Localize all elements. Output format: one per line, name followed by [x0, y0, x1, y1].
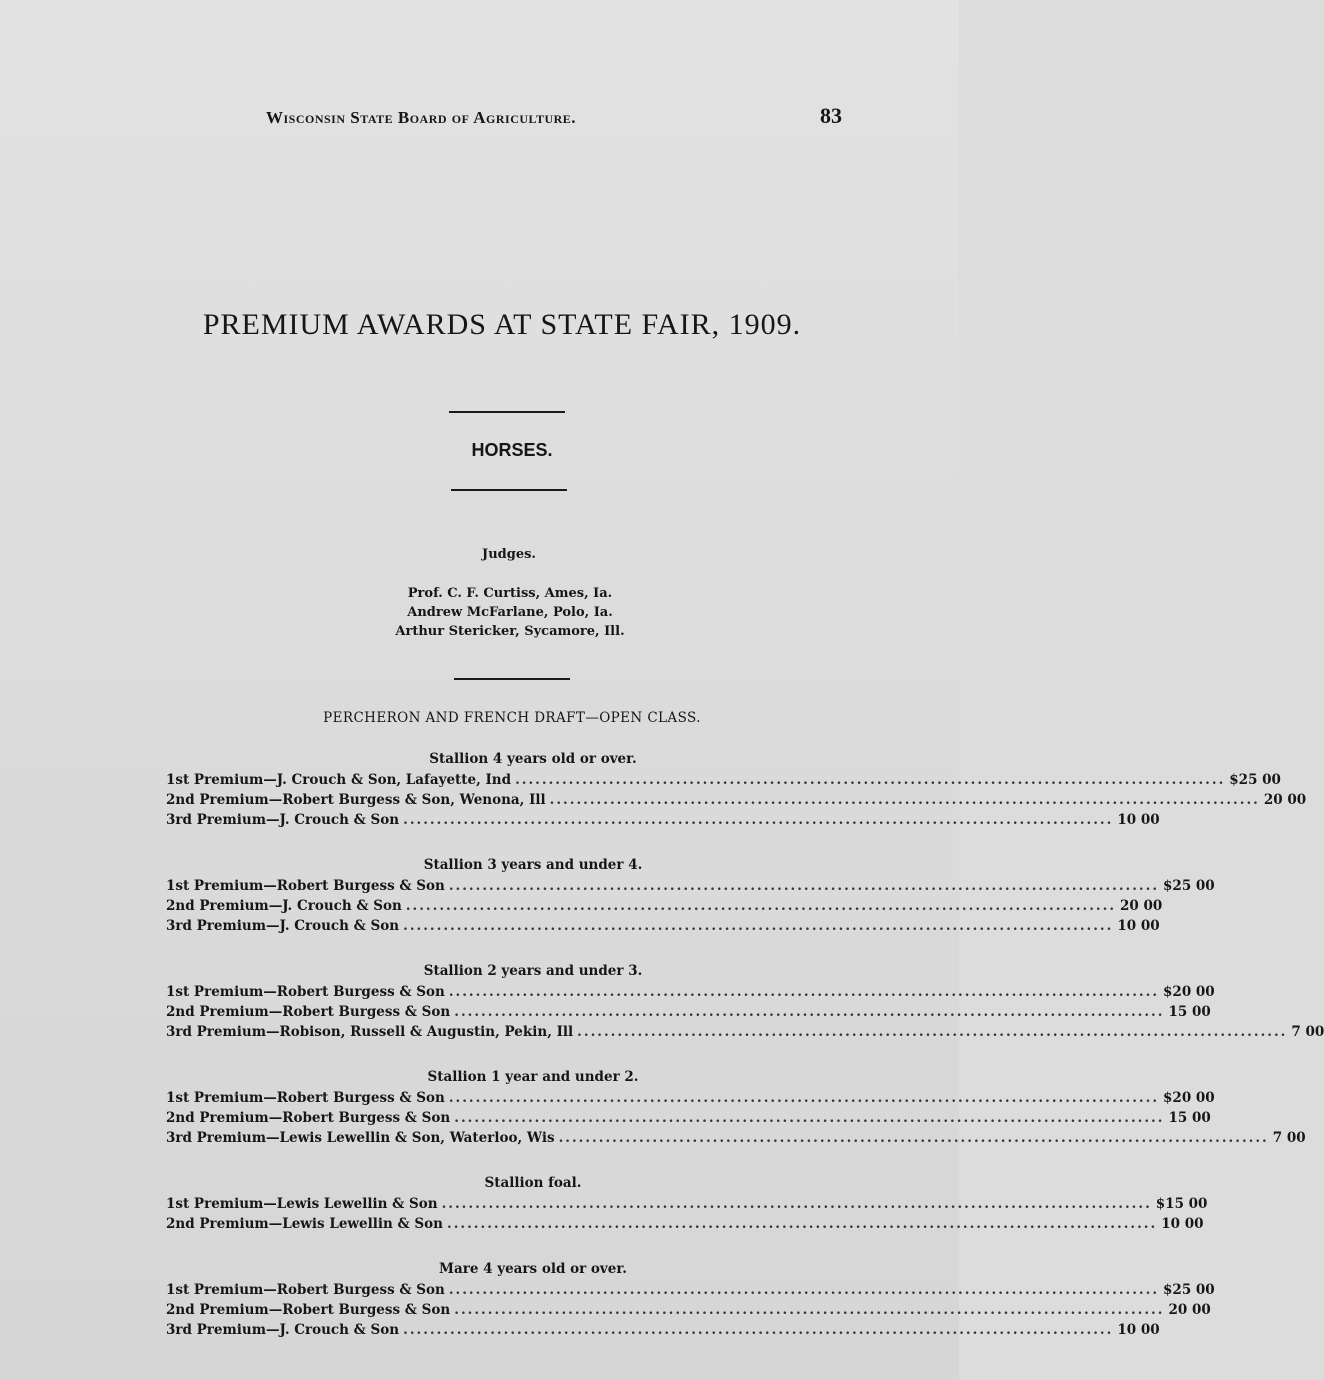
award-entry: 2nd Premium—Lewis Lewellin & Son [166, 1216, 443, 1232]
award-entry: 2nd Premium—Robert Burgess & Son, Wenona, Ill [166, 792, 546, 808]
award-line [166, 1108, 1211, 1128]
award-entry: 1st Premium—Robert Burgess & Son [166, 1090, 445, 1106]
dot-leader: .......................................................................................................... [448, 1090, 1160, 1106]
award-amount: $25 00 [1229, 772, 1281, 788]
page-title: PREMIUM AWARDS AT STATE FAIR, 1909. [202, 308, 802, 341]
award-entry: 3rd Premium—J. Crouch & Son [166, 918, 400, 934]
award-line [166, 1320, 1160, 1340]
award-place: 1st Premium [166, 772, 264, 788]
award-amount: 20 00 [1168, 1302, 1211, 1318]
page-number: 83 [820, 103, 842, 128]
category-title: Stallion 3 years and under 4. [423, 857, 643, 873]
award-line [166, 1002, 1211, 1022]
award-line [166, 1280, 1215, 1300]
award-line [166, 1128, 1306, 1148]
divider-rule [454, 678, 570, 680]
award-place: 3rd Premium [166, 1130, 267, 1146]
award-line [166, 1194, 1208, 1214]
award-line [166, 982, 1215, 1002]
award-entry: 2nd Premium—Robert Burgess & Son [166, 1302, 451, 1318]
award-entry: 3rd Premium—J. Crouch & Son [166, 1322, 400, 1338]
dot-leader: .......................................................................................................... [454, 1302, 1165, 1318]
category-title: Mare 4 years old or over. [439, 1261, 627, 1277]
divider-rule [451, 489, 567, 491]
award-amount: 10 00 [1117, 1322, 1160, 1338]
award-place: 3rd Premium [166, 918, 267, 934]
award-line [166, 1300, 1211, 1320]
award-place: 1st Premium [166, 1282, 264, 1298]
award-line [166, 1214, 1204, 1234]
award-winner: Lewis Lewellin & Son [276, 1196, 438, 1212]
award-categories [166, 748, 1324, 1364]
award-winner: Robert Burgess & Son [276, 984, 445, 1000]
award-entry: 3rd Premium—Lewis Lewellin & Son, Waterloo, Wis [166, 1130, 555, 1146]
award-winner: J. Crouch & Son [279, 812, 400, 828]
award-place: 2nd Premium [166, 1110, 269, 1126]
category-title: Stallion foal. [484, 1175, 582, 1191]
award-winner: Robert Burgess & Son [282, 1302, 451, 1318]
award-entry: 1st Premium—J. Crouch & Son, Lafayette, Ind [166, 772, 512, 788]
judge-name: Prof. C. F. Curtiss, Ames, Ia. [407, 586, 613, 601]
award-category [166, 748, 1307, 830]
award-place: 1st Premium [166, 984, 264, 1000]
award-winner: Robert Burgess & Son [282, 1110, 451, 1126]
award-amount: 10 00 [1117, 812, 1160, 828]
award-place: 2nd Premium [166, 1302, 269, 1318]
award-place: 1st Premium [166, 1090, 264, 1106]
award-category [166, 960, 1324, 1042]
award-winner: J. Crouch & Son [282, 898, 402, 914]
award-line [166, 790, 1307, 810]
award-winner: Robert Burgess & Son [282, 1004, 451, 1020]
award-place: 3rd Premium [166, 812, 267, 828]
dot-leader: .......................................................................................................... [448, 1282, 1160, 1298]
dot-leader: .......................................................................................................... [549, 792, 1260, 808]
award-category [166, 1258, 1215, 1340]
judges-list [0, 584, 1020, 641]
award-place: 2nd Premium [166, 792, 269, 808]
award-entry: 1st Premium—Robert Burgess & Son [166, 984, 445, 1000]
award-amount: $20 00 [1163, 984, 1215, 1000]
award-entry: 2nd Premium—Robert Burgess & Son [166, 1004, 451, 1020]
award-entry: 2nd Premium—Robert Burgess & Son [166, 1110, 451, 1126]
award-winner: Lewis Lewellin & Son [282, 1216, 443, 1232]
dot-leader: .......................................................................................................... [558, 1130, 1269, 1146]
award-entry: 1st Premium—Robert Burgess & Son [166, 1282, 445, 1298]
award-winner: Lewis Lewellin & Son, Waterloo, Wis [279, 1130, 555, 1146]
award-place: 2nd Premium [166, 1004, 269, 1020]
award-winner: Robert Burgess & Son [276, 1282, 445, 1298]
dot-leader: .......................................................................................................... [448, 984, 1160, 1000]
award-winner: Robison, Russell & Augustin, Pekin, Ill [279, 1024, 574, 1040]
dot-leader: .......................................................................................................... [403, 812, 1114, 828]
award-winner: J. Crouch & Son [279, 1322, 400, 1338]
award-place: 1st Premium [166, 1196, 264, 1212]
award-amount: $15 00 [1155, 1196, 1208, 1212]
award-amount: $25 00 [1163, 878, 1215, 894]
award-winner: Robert Burgess & Son, Wenona, Ill [282, 792, 546, 808]
dot-leader: .......................................................................................................... [403, 918, 1114, 934]
award-winner: J. Crouch & Son [279, 918, 400, 934]
judges-heading: Judges. [482, 547, 536, 562]
award-entry: 3rd Premium—Robison, Russell & Augustin, Pekin, Ill [166, 1024, 574, 1040]
dot-leader: .......................................................................................................... [577, 1024, 1288, 1040]
award-entry: 2nd Premium—J. Crouch & Son [166, 898, 402, 914]
dot-leader: .......................................................................................................... [441, 1196, 1152, 1212]
award-line [166, 876, 1215, 896]
divider-rule [449, 411, 565, 413]
award-place: 3rd Premium [166, 1024, 267, 1040]
award-entry: 1st Premium—Robert Burgess & Son [166, 878, 445, 894]
dot-leader: .......................................................................................................... [403, 1322, 1114, 1338]
award-winner: Robert Burgess & Son [276, 1090, 445, 1106]
dot-leader: .......................................................................................................... [454, 1004, 1165, 1020]
award-amount: 15 00 [1168, 1110, 1211, 1126]
award-amount: 10 00 [1117, 918, 1160, 934]
award-line [166, 770, 1281, 790]
award-place: 2nd Premium [166, 1216, 269, 1232]
award-line [166, 1088, 1215, 1108]
judge-name: Andrew McFarlane, Polo, Ia. [407, 605, 613, 620]
award-place: 2nd Premium [166, 898, 269, 914]
award-winner: J. Crouch & Son, Lafayette, Ind [276, 772, 512, 788]
award-category [166, 854, 1215, 936]
award-winner: Robert Burgess & Son [276, 878, 445, 894]
category-title: Stallion 2 years and under 3. [423, 963, 643, 979]
award-amount: 15 00 [1168, 1004, 1211, 1020]
section-title: HORSES. [471, 440, 553, 460]
award-category [166, 1066, 1306, 1148]
category-title: Stallion 4 years old or over. [429, 751, 637, 767]
award-entry: 3rd Premium—J. Crouch & Son [166, 812, 400, 828]
category-title: Stallion 1 year and under 2. [427, 1069, 639, 1085]
award-line [166, 916, 1160, 936]
award-line [166, 810, 1160, 830]
award-amount: 20 00 [1263, 792, 1307, 808]
award-line [166, 896, 1163, 916]
award-entry: 1st Premium—Lewis Lewellin & Son [166, 1196, 438, 1212]
award-amount: 7 00 [1272, 1130, 1306, 1146]
award-amount: 20 00 [1120, 898, 1163, 914]
award-place: 1st Premium [166, 878, 264, 894]
dot-leader: .......................................................................................................... [515, 772, 1226, 788]
judge-name: Arthur Stericker, Sycamore, Ill. [395, 624, 625, 639]
award-place: 3rd Premium [166, 1322, 267, 1338]
award-amount: 7 00 [1291, 1024, 1324, 1040]
dot-leader: .......................................................................................................... [448, 878, 1160, 894]
dot-leader: .......................................................................................................... [405, 898, 1117, 914]
dot-leader: .......................................................................................................... [447, 1216, 1158, 1232]
running-head: Wisconsin State Board of Agriculture. [266, 108, 577, 127]
award-category [166, 1172, 1208, 1234]
award-amount: $20 00 [1163, 1090, 1215, 1106]
award-amount: $25 00 [1163, 1282, 1215, 1298]
dot-leader: .......................................................................................................... [454, 1110, 1165, 1126]
award-amount: 10 00 [1161, 1216, 1204, 1232]
award-line [166, 1022, 1324, 1042]
class-heading: PERCHERON AND FRENCH DRAFT—OPEN CLASS. [323, 710, 701, 726]
